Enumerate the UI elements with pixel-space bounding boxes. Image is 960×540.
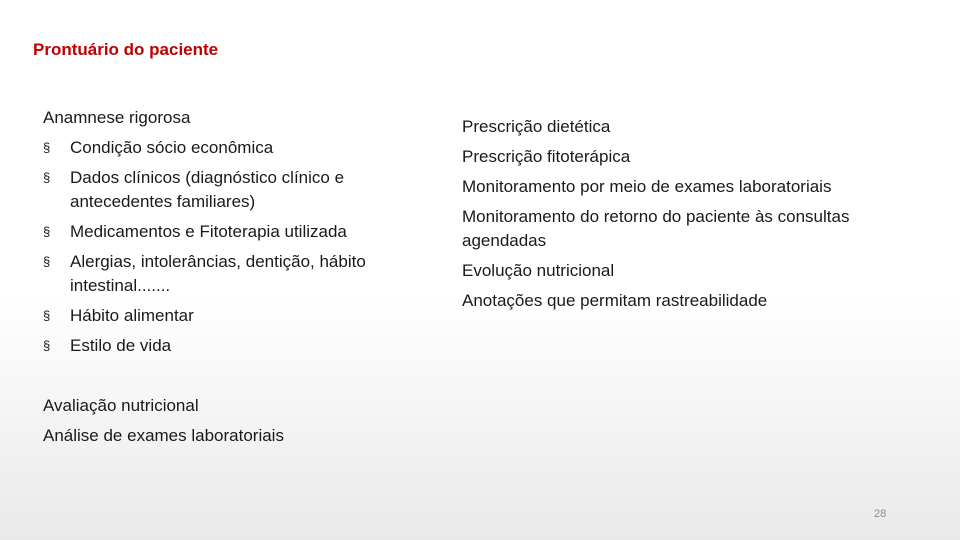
anamnese-section xyxy=(43,106,413,364)
list-item-text: Hábito alimentar xyxy=(70,306,194,325)
list-item xyxy=(43,304,413,328)
bullet-icon: § xyxy=(43,308,51,323)
right-item: Prescrição dietética xyxy=(462,117,611,136)
list-item xyxy=(43,136,413,160)
list-item-text: Estilo de vida xyxy=(70,336,172,355)
right-item: Monitoramento do retorno do paciente às consultas agendadas xyxy=(462,207,850,250)
list-item-text: Alergias, intolerâncias, dentição, hábito intestinal....... xyxy=(70,252,366,295)
bullet-icon: § xyxy=(43,140,51,155)
anamnese-list xyxy=(43,136,413,358)
evaluation-section xyxy=(43,394,443,454)
list-item xyxy=(43,334,413,358)
right-item: Evolução nutricional xyxy=(462,261,615,280)
page-title: Prontuário do paciente xyxy=(33,40,219,59)
right-item: Anotações que permitam rastreabilidade xyxy=(462,291,768,310)
bullet-icon: § xyxy=(43,224,51,239)
prescription-section xyxy=(462,115,902,319)
right-item: Monitoramento por meio de exames laboratoriais xyxy=(462,177,832,196)
list-item xyxy=(43,166,413,214)
bullet-icon: § xyxy=(43,254,51,269)
bottom-item: Avaliação nutricional xyxy=(43,396,199,415)
bullet-icon: § xyxy=(43,170,51,185)
bottom-item: Análise de exames laboratoriais xyxy=(43,426,284,445)
anamnese-heading: Anamnese rigorosa xyxy=(43,108,191,127)
list-item-text: Medicamentos e Fitoterapia utilizada xyxy=(70,222,347,241)
right-item: Prescrição fitoterápica xyxy=(462,147,631,166)
list-item-text: Condição sócio econômica xyxy=(70,138,274,157)
list-item xyxy=(43,250,413,298)
list-item-text: Dados clínicos (diagnóstico clínico e antecedentes familiares) xyxy=(70,168,345,211)
bullet-icon: § xyxy=(43,338,51,353)
page-number: 28 xyxy=(874,508,887,520)
list-item xyxy=(43,220,413,244)
